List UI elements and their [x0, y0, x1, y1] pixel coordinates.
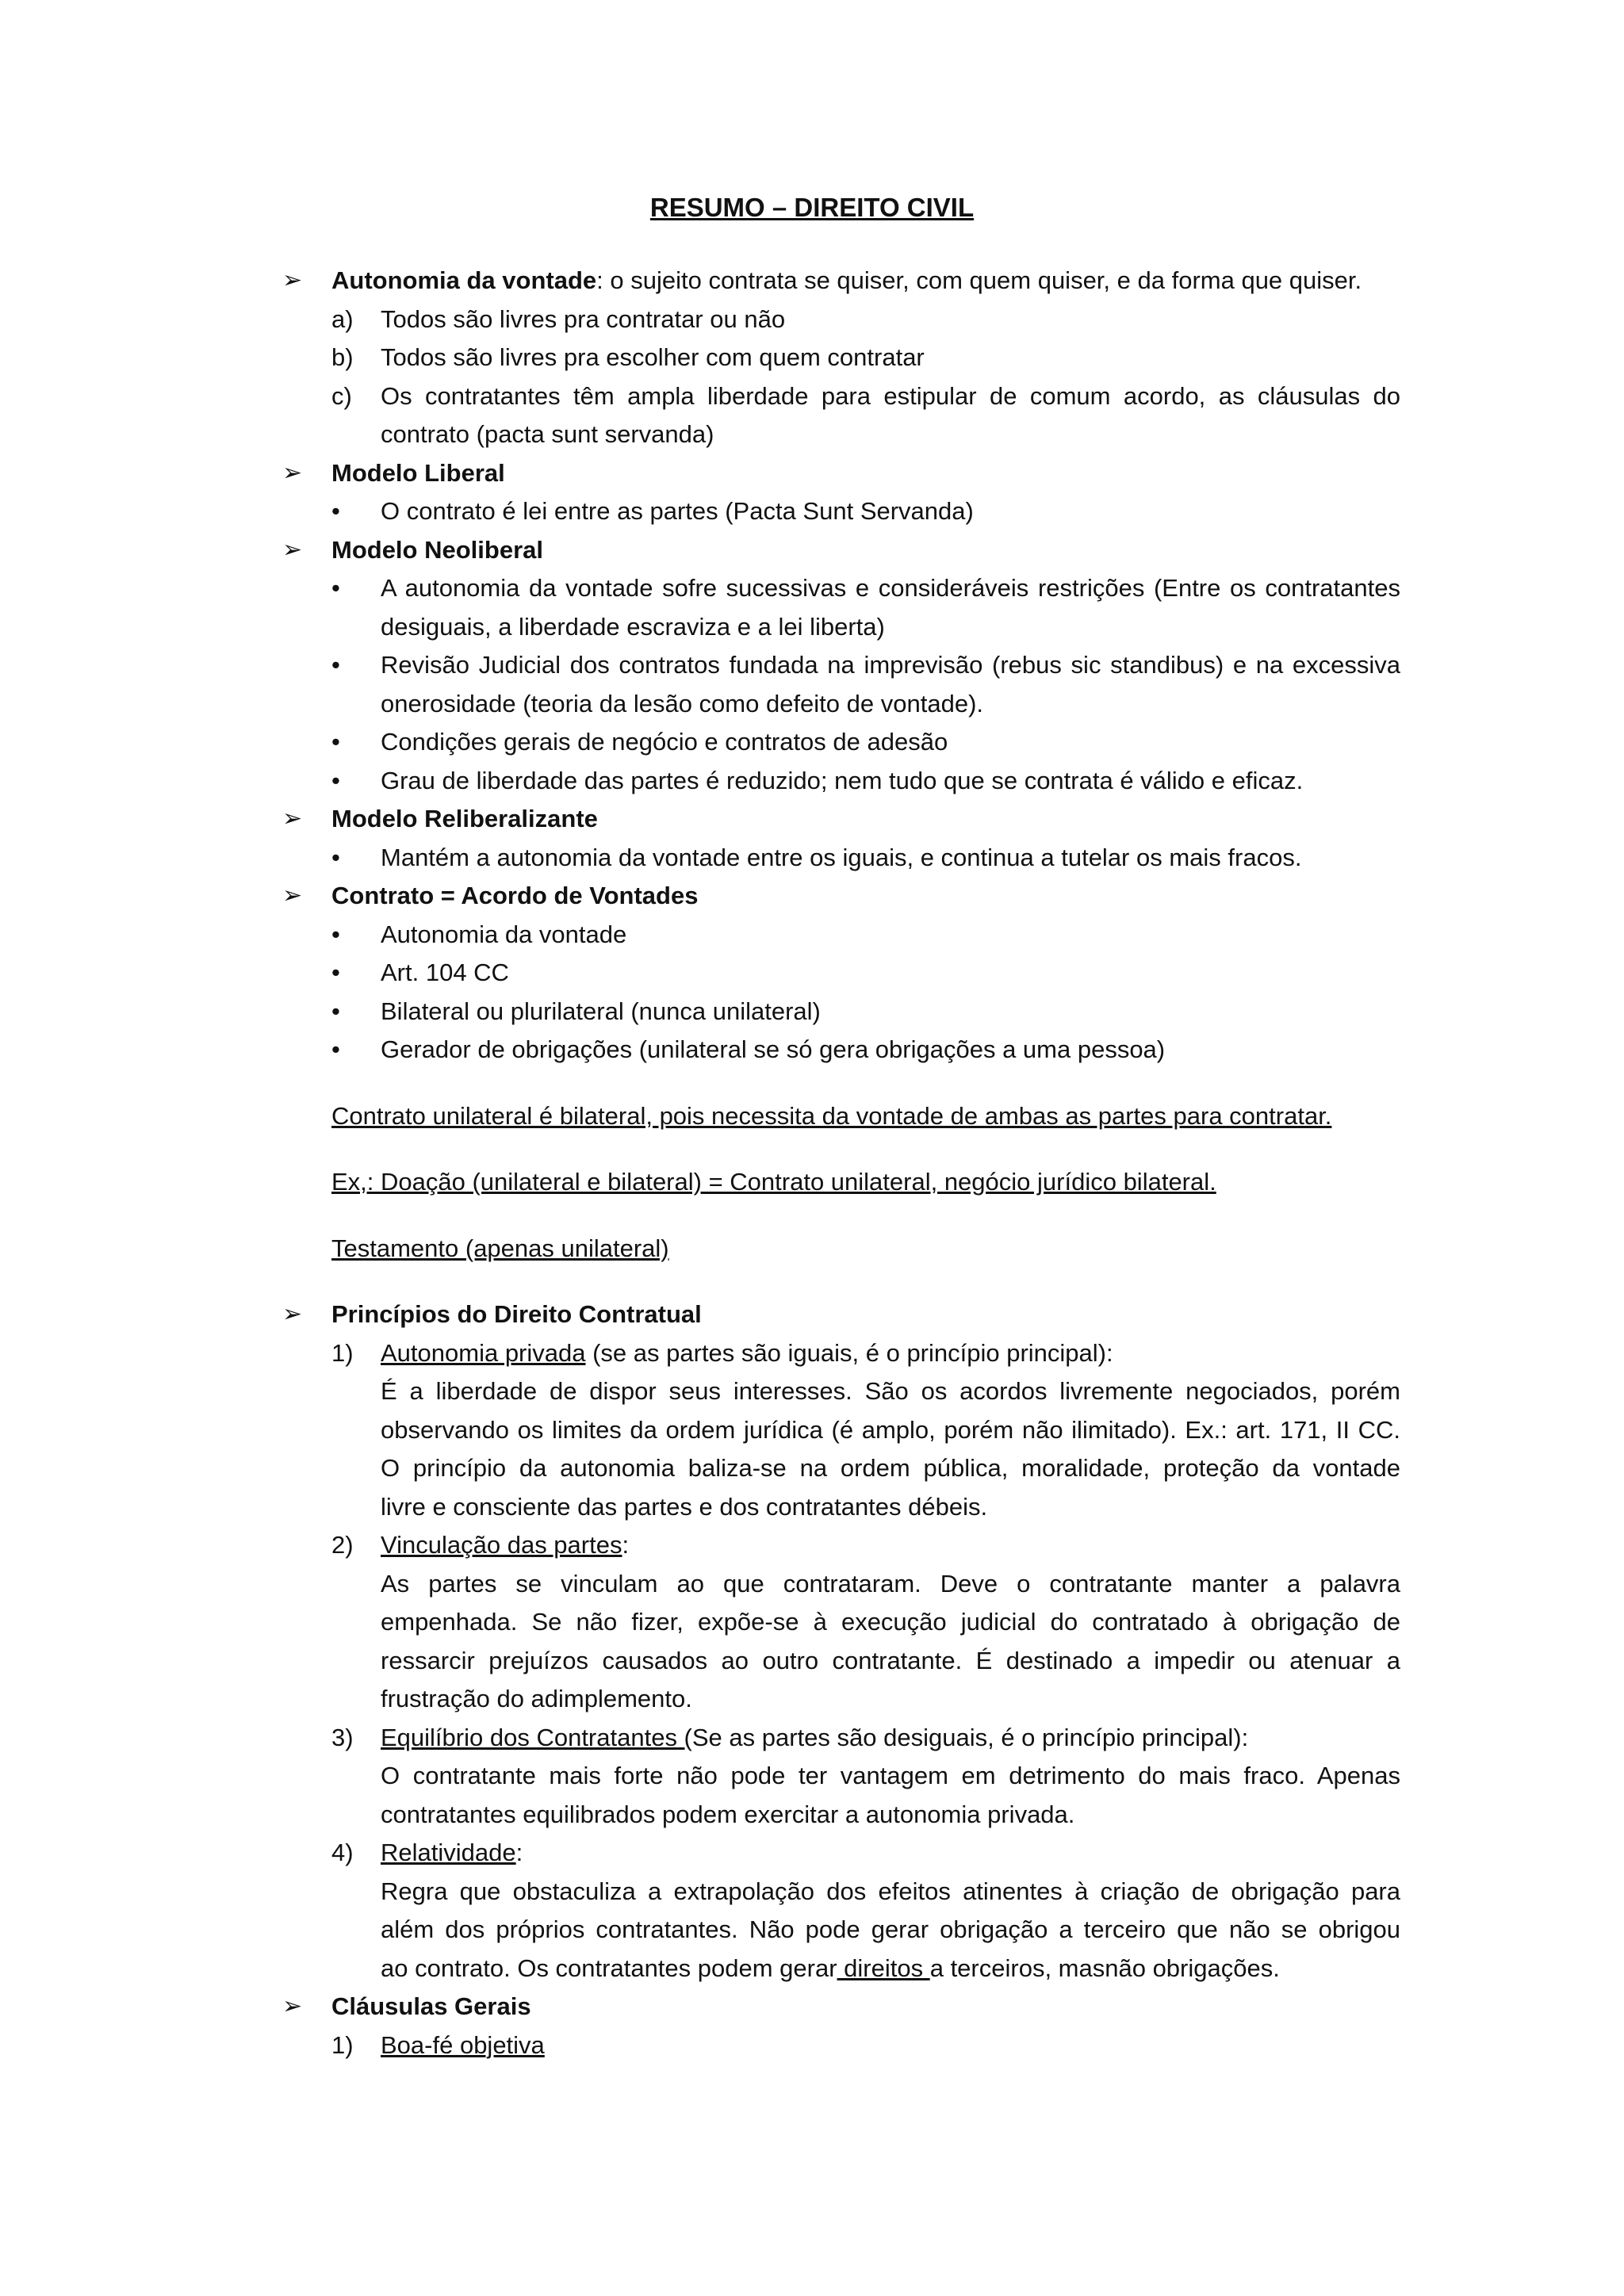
principle-note: (se as partes são iguais, é o princípio principal):	[585, 1338, 1113, 1367]
bullet-icon: •	[331, 920, 340, 948]
section-heading: Autonomia da vontade	[331, 266, 597, 294]
arrow-bullet-icon: ➢	[282, 459, 303, 486]
paragraph-text: a terceiros, masnão obrigações.	[929, 1954, 1280, 1982]
section-heading: Modelo Reliberalizante	[331, 805, 598, 832]
list-item-text: contrato (pacta sunt servanda)	[381, 420, 714, 448]
list-marker: c)	[331, 381, 352, 410]
section-modelo-liberal	[282, 454, 1400, 493]
note-line	[282, 1230, 1400, 1269]
section-clausulas	[282, 1988, 1400, 2026]
list-item	[282, 1031, 1400, 1070]
arrow-bullet-icon: ➢	[282, 806, 303, 832]
list-marker: 3)	[331, 1723, 354, 1751]
list-item-text: Todos são livres pra contratar ou não	[381, 304, 786, 333]
bullet-icon: •	[331, 1035, 340, 1063]
list-item	[282, 1526, 1400, 1565]
list-item	[282, 723, 1400, 762]
list-item	[282, 1834, 1400, 1873]
paragraph-text: livre e consciente das partes e dos contratantes débeis.	[381, 1492, 988, 1521]
paragraph-line	[282, 1796, 1400, 1835]
list-item-text: onerosidade (teoria da lesão como defeito de vontade).	[381, 689, 983, 718]
paragraph-text: O contratante mais forte não pode ter vantagem em detrimento do mais fraco. Apenas	[381, 1762, 1400, 1789]
list-item-text: Condições gerais de negócio e contratos de adesão	[381, 728, 948, 756]
list-item-continuation	[282, 685, 1400, 724]
paragraph-text: ao contrato. Os contratantes podem gerar	[381, 1954, 837, 1982]
section-modelo-reliberalizante	[282, 800, 1400, 839]
list-marker: 2)	[331, 1531, 354, 1559]
document-body	[282, 262, 1400, 2064]
list-item-text: desiguais, a liberdade escraviza e a lei liberta)	[381, 612, 885, 641]
paragraph-line	[282, 1757, 1400, 1796]
list-item	[282, 1719, 1400, 1758]
section-heading: Princípios do Direito Contratual	[331, 1300, 702, 1328]
paragraph-text: observando os limites da ordem jurídica (é amplo, porém não ilimitado). Ex.: art. 171, II CC.	[381, 1415, 1400, 1444]
list-item	[282, 1334, 1400, 1373]
note-line	[282, 1097, 1400, 1136]
principle-name: Autonomia privada	[381, 1338, 586, 1367]
principle-name: Boa-fé objetiva	[381, 2030, 545, 2059]
list-marker: 1)	[331, 2030, 354, 2059]
list-item	[282, 646, 1400, 685]
paragraph-text: além dos próprios contratantes. Não pode gerar obrigação a terceiro que não se obrigou	[381, 1915, 1400, 1943]
bullet-icon: •	[331, 959, 340, 986]
list-item	[282, 569, 1400, 608]
list-item-text: Bilateral ou plurilateral (nunca unilateral)	[381, 997, 821, 1025]
bullet-icon: •	[331, 574, 340, 602]
section-heading: Contrato = Acordo de Vontades	[331, 882, 699, 909]
list-item	[282, 762, 1400, 801]
list-item	[282, 339, 1400, 377]
list-marker: b)	[331, 343, 354, 371]
list-item-text: Grau de liberdade das partes é reduzido; nem tudo que se contrata é válido e eficaz.	[381, 766, 1304, 794]
section-heading: Modelo Liberal	[331, 458, 505, 487]
principle-note: :	[515, 1839, 523, 1866]
page-title: RESUMO – DIREITO CIVIL	[649, 193, 975, 222]
list-item	[282, 300, 1400, 339]
list-item-text: Mantém a autonomia da vontade entre os iguais, e continua a tutelar os mais fracos.	[381, 843, 1302, 871]
paragraph-text: contratantes equilibrados podem exercitar a autonomia privada.	[381, 1800, 1075, 1828]
section-heading: Modelo Neoliberal	[331, 535, 543, 564]
list-item	[282, 492, 1400, 531]
paragraph-text: As partes se vinculam ao que contrataram. Deve o contratante manter a palavra	[381, 1569, 1400, 1598]
note-text: Testamento (apenas unilateral)	[331, 1234, 669, 1262]
bullet-icon: •	[331, 766, 340, 794]
underlined-text: direitos	[837, 1954, 930, 1982]
paragraph-line	[282, 1642, 1400, 1681]
bullet-icon: •	[331, 651, 340, 679]
list-item	[282, 954, 1400, 993]
arrow-bullet-icon: ➢	[282, 1301, 303, 1327]
arrow-bullet-icon: ➢	[282, 1993, 303, 2019]
paragraph-text: frustração do adimplemento.	[381, 1685, 692, 1712]
paragraph-text: Regra que obstaculiza a extrapolação dos efeitos atinentes à criação de obrigação para	[381, 1877, 1400, 1905]
bullet-icon: •	[331, 843, 340, 871]
section-text: : o sujeito contrata se quiser, com quem quiser, e da forma que quiser.	[596, 266, 1362, 294]
principle-name: Relatividade	[381, 1839, 516, 1866]
arrow-bullet-icon: ➢	[282, 882, 303, 909]
paragraph-line	[282, 1680, 1400, 1719]
section-modelo-neoliberal	[282, 531, 1400, 570]
list-item-text: Gerador de obrigações (unilateral se só gera obrigações a uma pessoa)	[381, 1035, 1166, 1063]
paragraph-text: empenhada. Se não fizer, expõe-se à execução judicial do contratado à obrigação de	[381, 1608, 1400, 1636]
bullet-icon: •	[331, 497, 340, 525]
list-item	[282, 839, 1400, 878]
list-item-text: Art. 104 CC	[381, 959, 509, 986]
list-item-continuation	[282, 415, 1400, 454]
section-autonomia	[282, 262, 1400, 300]
principle-name: Vinculação das partes	[381, 1531, 622, 1559]
section-heading: Cláusulas Gerais	[331, 1992, 531, 2020]
note-line	[282, 1163, 1400, 1202]
bullet-icon: •	[331, 997, 340, 1025]
list-item-text: Revisão Judicial dos contratos fundada na imprevisão (rebus sic standibus) e na excessiva	[381, 651, 1400, 679]
list-marker: a)	[331, 304, 354, 333]
list-marker: 1)	[331, 1338, 354, 1367]
principle-note: :	[622, 1531, 630, 1559]
paragraph-line	[282, 1873, 1400, 1911]
list-item-text: Todos são livres pra escolher com quem contratar	[381, 343, 925, 371]
list-item-text: A autonomia da vontade sofre sucessivas e consideráveis restrições (Entre os contratantes	[381, 574, 1400, 602]
paragraph-line	[282, 1411, 1400, 1450]
list-item-text: Autonomia da vontade	[381, 920, 627, 948]
arrow-bullet-icon: ➢	[282, 267, 303, 293]
list-item	[282, 2026, 1400, 2065]
paragraph-line	[282, 1911, 1400, 1950]
list-item	[282, 993, 1400, 1031]
principle-note: Se as partes são desiguais, é o princípio principal):	[691, 1723, 1249, 1751]
list-item-continuation	[282, 608, 1400, 647]
paragraph-line	[282, 1603, 1400, 1642]
list-item	[282, 916, 1400, 955]
paragraph-text: O princípio da autonomia baliza-se na ordem pública, moralidade, proteção da vontade	[381, 1454, 1400, 1482]
note-text: Ex,: Doação (unilateral e bilateral) = Contrato unilateral, negócio jurídico bilateral.	[331, 1168, 1216, 1196]
list-item-text: Os contratantes têm ampla liberdade para estipular de comum acordo, as cláusulas do	[381, 381, 1400, 410]
principle-name: Equilíbrio dos Contratantes (	[381, 1723, 692, 1751]
paragraph-text: É a liberdade de dispor seus interesses. São os acordos livremente negociados, porém	[381, 1377, 1400, 1405]
arrow-bullet-icon: ➢	[282, 536, 303, 563]
paragraph-line	[282, 1372, 1400, 1411]
bullet-icon: •	[331, 728, 340, 756]
note-text: Contrato unilateral é bilateral, pois necessita da vontade de ambas as partes para contratar.	[331, 1101, 1332, 1130]
paragraph-line	[282, 1488, 1400, 1527]
paragraph-line	[282, 1449, 1400, 1488]
list-item-text: O contrato é lei entre as partes (Pacta Sunt Servanda)	[381, 497, 974, 525]
list-item	[282, 377, 1400, 416]
paragraph-text: ressarcir prejuízos causados ao outro contratante. É destinado a impedir ou atenuar a	[381, 1646, 1400, 1674]
list-marker: 4)	[331, 1839, 354, 1866]
section-contrato	[282, 877, 1400, 916]
section-principios	[282, 1295, 1400, 1334]
paragraph-line	[282, 1950, 1400, 1988]
paragraph-line	[282, 1565, 1400, 1604]
